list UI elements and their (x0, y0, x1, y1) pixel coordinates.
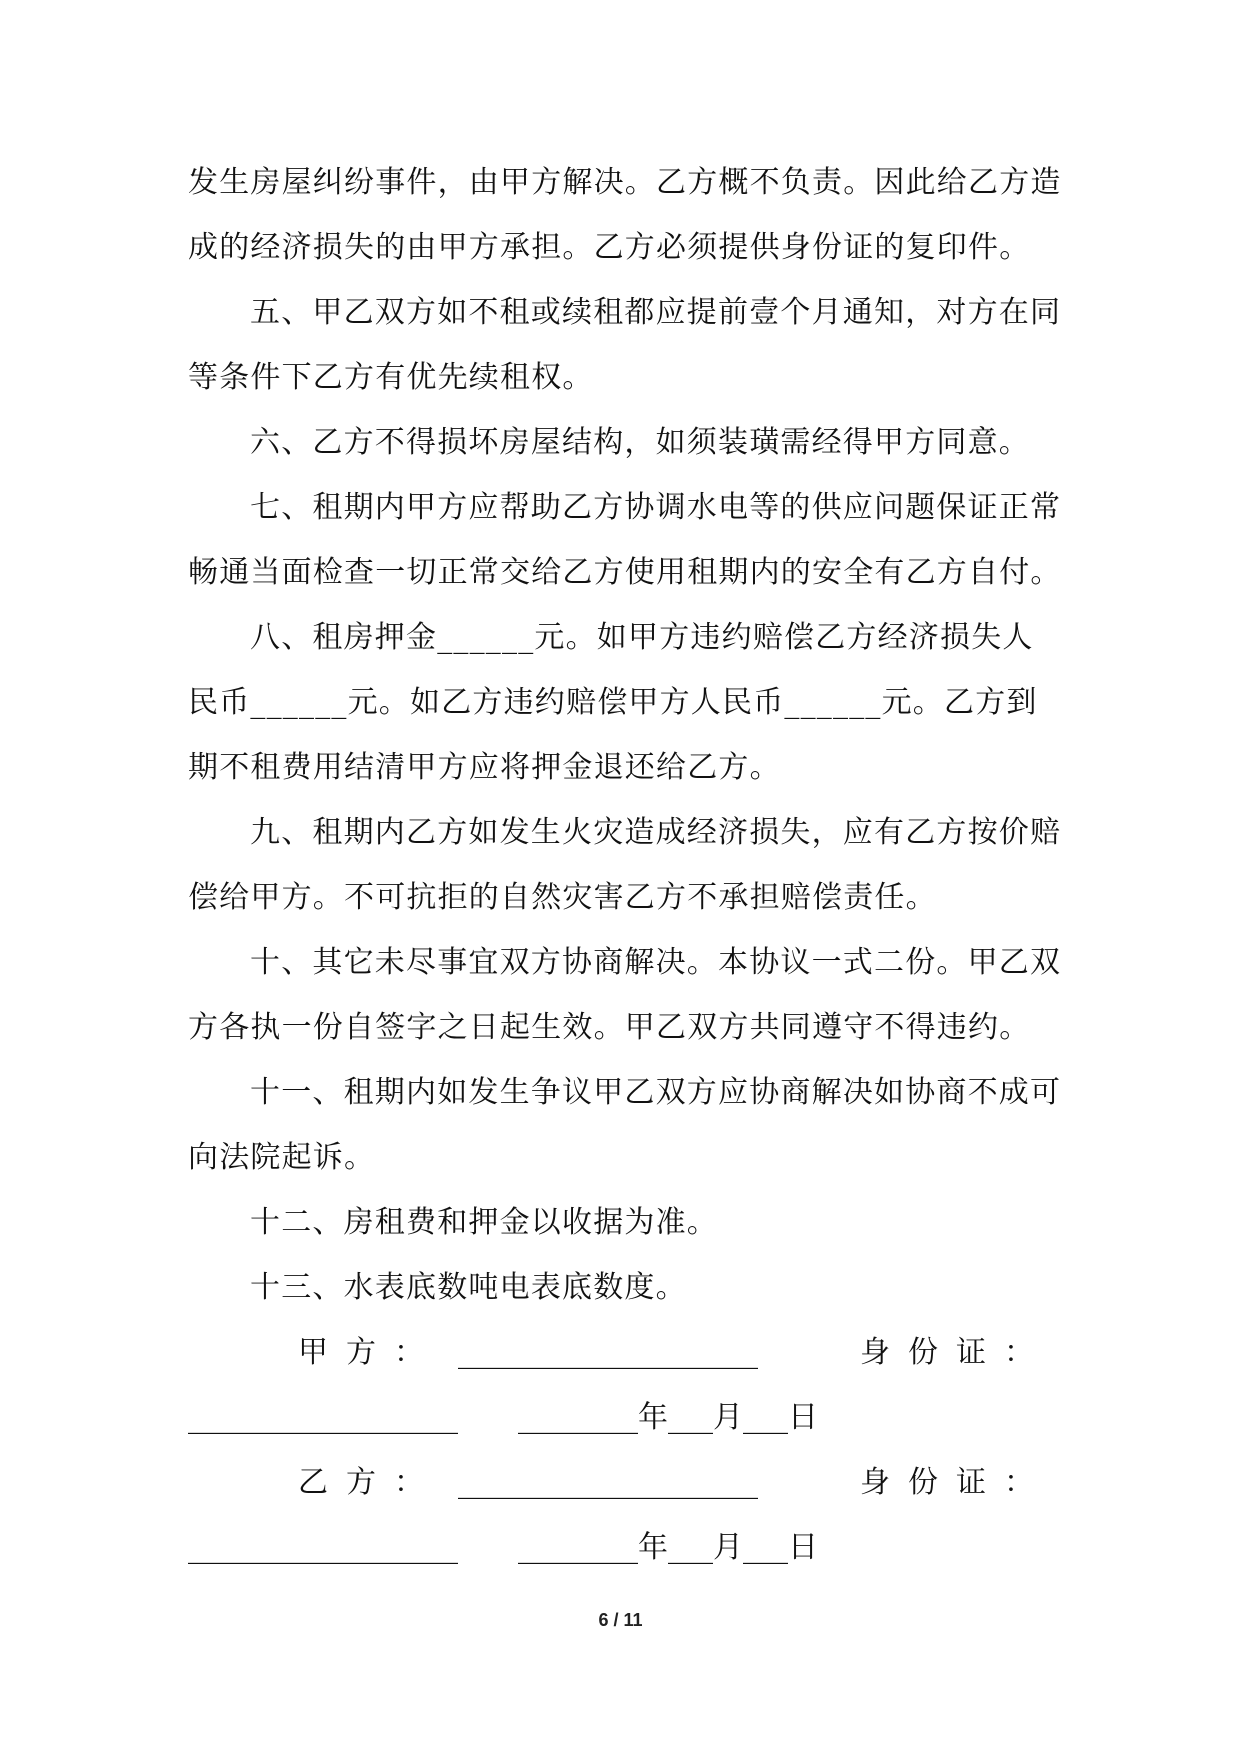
text-line: 十、其它未尽事宜双方协商解决。本协议一式二份。甲乙双 (250, 945, 1062, 980)
text-line: 畅通当面检查一切正常交给乙方使用租期内的安全有乙方自付。 (188, 555, 1062, 590)
page-number: 6 / 11 (598, 1610, 643, 1630)
paragraph-list (188, 158, 1060, 1328)
party-a-id-date-row (188, 1393, 1060, 1458)
party-b-date: ________年___月___日 (518, 1530, 818, 1565)
text-line: 五、甲乙双方如不租或续租都应提前壹个月通知，对方在同 (250, 295, 1062, 330)
text-line: 期不租费用结清甲方应将押金退还给乙方。 (188, 750, 781, 785)
text-line: 十二、房租费和押金以收据为准。 (250, 1205, 718, 1240)
party-b-id-label: 身份证： (860, 1465, 1052, 1500)
text-line: 方各执一份自签字之日起生效。甲乙双方共同遵守不得违约。 (188, 1010, 1031, 1045)
text-line: 十一、租期内如发生争议甲乙双方应协商解决如协商不成可 (250, 1075, 1062, 1110)
text-line: 发生房屋纠纷事件，由甲方解决。乙方概不负责。因此给乙方造 (188, 165, 1062, 200)
text-line: 偿给甲方。不可抗拒的自然灾害乙方不承担赔偿责任。 (188, 880, 937, 915)
party-b-id-date-row (188, 1523, 1060, 1588)
text-line: 向法院起诉。 (188, 1140, 376, 1175)
party-b-signature-field: ____________________ (458, 1465, 758, 1500)
party-a-signature-field: ____________________ (458, 1335, 758, 1370)
text-line: 九、租期内乙方如发生火灾造成经济损失，应有乙方按价赔 (250, 815, 1062, 850)
text-line: 成的经济损失的由甲方承担。乙方必须提供身份证的复印件。 (188, 230, 1031, 265)
document-body (188, 158, 1060, 1588)
party-a-date: ________年___月___日 (518, 1400, 818, 1435)
text-line: 十三、水表底数吨电表底数度。 (250, 1270, 687, 1305)
party-a-label: 甲方： (298, 1335, 442, 1370)
party-a-id-label: 身份证： (860, 1335, 1052, 1370)
party-b-label: 乙方： (298, 1465, 442, 1500)
text-line: 民币______元。如乙方违约赔偿甲方人民币______元。乙方到 (188, 685, 1038, 720)
text-line: 七、租期内甲方应帮助乙方协调水电等的供应问题保证正常 (250, 490, 1062, 525)
party-a-id-field: __________________ (188, 1400, 458, 1435)
party-a-signature-row (188, 1328, 1060, 1393)
party-b-id-field: __________________ (188, 1530, 458, 1565)
text-line: 等条件下乙方有优先续租权。 (188, 360, 594, 395)
text-line: 六、乙方不得损坏房屋结构，如须装璜需经得甲方同意。 (250, 425, 1030, 460)
party-b-signature-row (188, 1458, 1060, 1523)
text-line: 八、租房押金______元。如甲方违约赔偿乙方经济损失人 (250, 620, 1034, 655)
